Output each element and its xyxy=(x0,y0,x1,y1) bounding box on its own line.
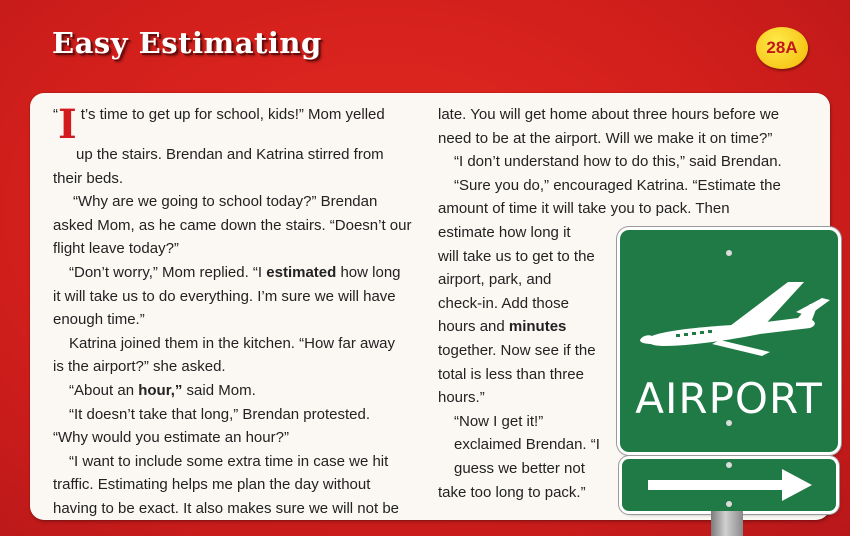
story-text: said Mom. xyxy=(182,381,256,399)
vocab-word: hour,” xyxy=(138,381,183,399)
story-text: how long xyxy=(336,263,401,281)
sign-bolt xyxy=(726,250,732,256)
open-quote: “ xyxy=(53,106,58,123)
story-text: “Why are we going to school today?” Brendan xyxy=(73,193,378,211)
story-line: airport, park, and xyxy=(438,271,552,289)
story-line: “Why would you estimate an hour?” xyxy=(53,429,289,447)
story-text: “I don’t understand how to do this,” said Brendan. xyxy=(454,153,782,171)
story-text: “About an xyxy=(69,381,139,399)
story-line xyxy=(53,403,428,427)
arrow-right-icon xyxy=(622,459,836,511)
story-line: traffic. Estimating helps me plan the day without xyxy=(53,476,371,494)
story-column-left xyxy=(53,103,428,521)
story-line: total is less than three xyxy=(438,365,584,383)
story-text: exclaimed Brendan. “I xyxy=(454,436,600,454)
story-line: is the airport?” she asked. xyxy=(53,358,226,376)
story-line xyxy=(53,190,428,214)
story-line xyxy=(53,143,428,167)
story-text: hours and xyxy=(438,318,509,336)
arrow-sign xyxy=(622,459,836,511)
story-line xyxy=(438,150,808,174)
airport-sign xyxy=(620,230,838,452)
airport-sign-text: AIRPORT xyxy=(635,374,823,423)
story-line: having to be exact. It also makes sure we will not be xyxy=(53,499,400,517)
vocab-word: minutes xyxy=(508,318,567,336)
story-line: it will take us to do everything. I’m sure we will have xyxy=(53,287,396,305)
story-line xyxy=(53,450,428,474)
story-text: “Now I get it!” xyxy=(454,412,544,430)
story-text: “I want to include some extra time in case we hit xyxy=(69,452,389,470)
page-title: Easy Estimating xyxy=(52,26,322,60)
drop-cap: I xyxy=(58,101,77,148)
story-line xyxy=(53,379,428,403)
story-line xyxy=(438,174,808,198)
page-badge: 28A xyxy=(756,27,808,69)
story-line: take too long to pack.” xyxy=(438,483,586,501)
vocab-word: estimated xyxy=(266,263,337,281)
story-line xyxy=(53,332,428,356)
story-text: guess we better not xyxy=(454,459,585,477)
story-line: enough time.” xyxy=(53,311,145,329)
story-line: flight leave today?” xyxy=(53,240,179,258)
story-line: amount of time it will take you to pack. Then xyxy=(438,200,730,218)
story-text: “Sure you do,” encouraged Katrina. “Estimate the xyxy=(454,176,781,194)
story-line: their beds. xyxy=(53,169,124,187)
story-line: together. Now see if the xyxy=(438,341,596,359)
story-line xyxy=(53,101,428,148)
story-line: will take us to get to the xyxy=(438,247,595,265)
story-text: up the stairs. Brendan and Katrina stirred from xyxy=(76,146,384,163)
story-line: need to be at the airport. Will we make it on time?” xyxy=(438,129,773,147)
sign-pole xyxy=(711,511,743,536)
story-line: estimate how long it xyxy=(438,223,571,241)
story-line xyxy=(53,261,428,285)
story-text: Katrina joined them in the kitchen. “How far away xyxy=(69,334,395,352)
story-line: late. You will get home about three hours before we xyxy=(438,106,780,123)
story-line: asked Mom, as he came down the stairs. “Doesn’t our xyxy=(53,216,412,234)
story-line: check-in. Add those xyxy=(438,294,569,312)
airplane-icon xyxy=(620,260,838,380)
story-text: t’s time to get up for school, kids!” Mom yelled xyxy=(80,106,385,123)
story-text: “It doesn’t take that long,” Brendan protested. xyxy=(69,405,371,423)
story-line: hours.” xyxy=(438,389,485,407)
story-text: “Don’t worry,” Mom replied. “I xyxy=(69,263,267,281)
